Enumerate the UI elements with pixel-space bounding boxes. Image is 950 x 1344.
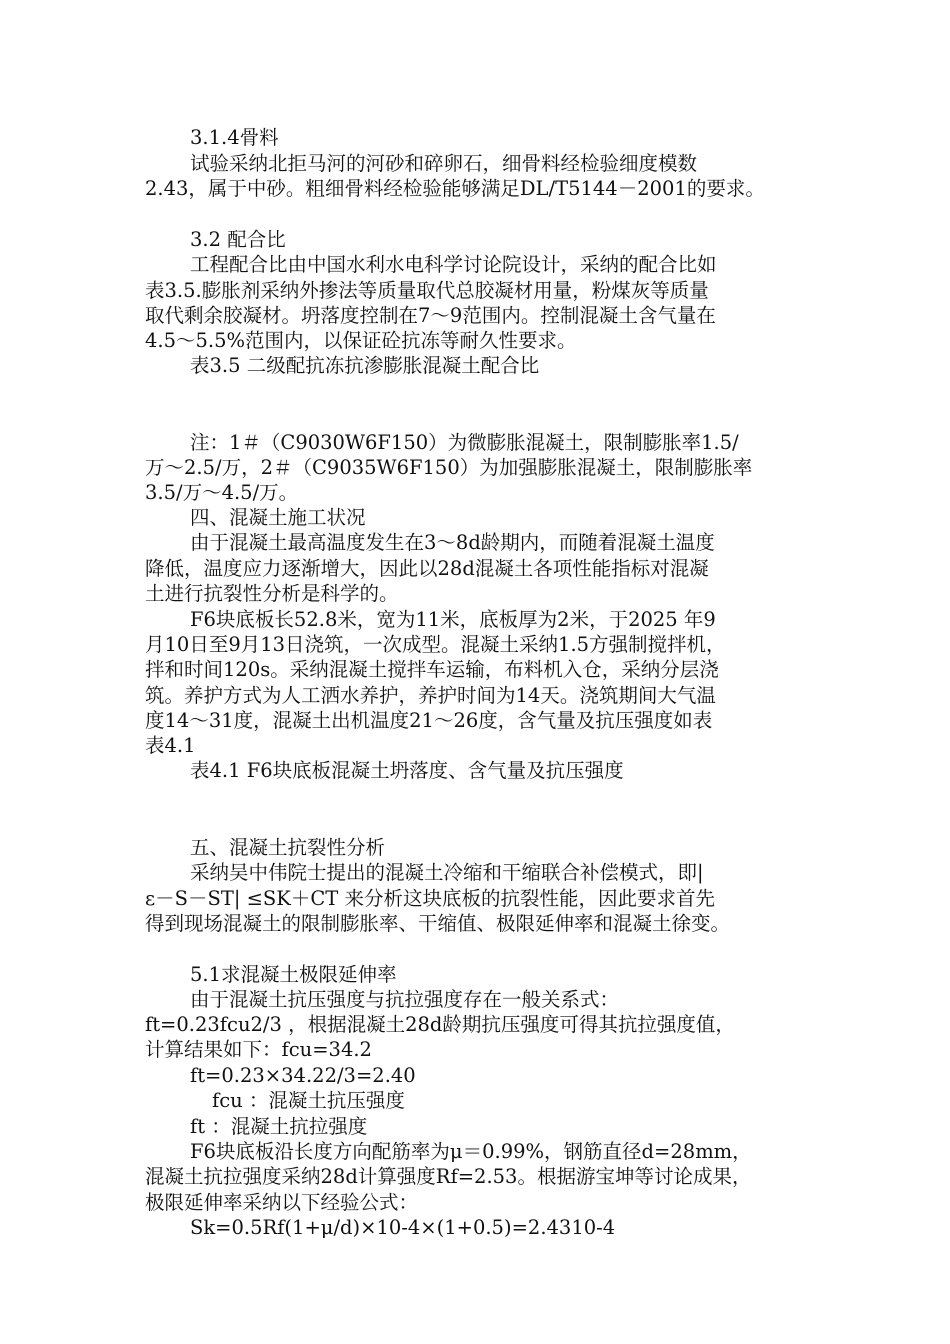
paragraph-line: 混凝土抗拉强度采纳28d计算强度Rf=2.53。根据游宝坤等讨论成果， (145, 1165, 752, 1188)
paragraph-line: 由于混凝土最高温度发生在3～8d龄期内，而随着混凝土温度 (190, 531, 715, 554)
paragraph-line: 月10日至9月13日浇筑，一次成型。混凝土采纳1.5方强制搅拌机， (145, 633, 726, 656)
table-caption: 表4.1 F6块底板混凝土坍落度、含气量及抗压强度 (190, 759, 624, 782)
paragraph-line: 土进行抗裂性分析是科学的。 (145, 582, 399, 605)
paragraph-line: 工程配合比由中国水利水电科学讨论院设计，采纳的配合比如 (190, 253, 717, 276)
paragraph-line: 表4.1 (145, 734, 196, 757)
section-heading: 四、混凝土施工状况 (190, 506, 366, 529)
paragraph-line: 筑。养护方式为人工洒水养护，养护时间为14天。浇筑期间大气温 (145, 684, 716, 707)
formula-line: Sk=0.5Rf(1+μ/d)×10-4×(1+0.5)=2.4310-4 (190, 1216, 616, 1239)
section-heading: 3.2 配合比 (190, 228, 286, 251)
paragraph-line: F6块底板长52.8米，宽为11米，底板厚为2米，于2025 年9 (190, 608, 716, 631)
paragraph-line: 得到现场混凝土的限制膨胀率、干缩值、极限延伸率和混凝土徐变。 (145, 912, 731, 935)
paragraph-line: ε－S－ST| ≤SK＋CT 来分析这块底板的抗裂性能，因此要求首先 (145, 887, 715, 910)
note-line: 注：1＃（C9030W6F150）为微膨胀混凝土，限制膨胀率1.5/ (190, 431, 739, 454)
paragraph-line: 表3.5.膨胀剂采纳外掺法等质量取代总胶凝材用量，粉煤灰等质量 (145, 279, 709, 302)
formula-legend: fcu ：混凝土抗压强度 (212, 1089, 405, 1112)
paragraph-line: 拌和时间120s。采纳混凝土搅拌车运输，布料机入仓，采纳分层浇 (145, 658, 719, 681)
paragraph-line: 极限延伸率采纳以下经验公式： (145, 1191, 419, 1214)
section-heading: 3.1.4骨料 (190, 126, 279, 149)
section-heading: 5.1求混凝土极限延伸率 (190, 963, 397, 986)
paragraph-line: 由于混凝土抗压强度与抗拉强度存在一般关系式： (190, 988, 620, 1011)
formula-legend: ft ：混凝土抗拉强度 (190, 1115, 368, 1138)
table-caption: 表3.5 二级配抗冻抗渗膨胀混凝土配合比 (190, 354, 540, 377)
note-line: 3.5/万～4.5/万。 (145, 481, 299, 504)
paragraph-line: 取代剩余胶凝材。坍落度控制在7～9范围内。控制混凝土含气量在 (145, 304, 716, 327)
paragraph-line: 度14～31度，混凝土出机温度21～26度，含气量及抗压强度如表 (145, 709, 713, 732)
paragraph-line: 试验采纳北拒马河的河砂和碎卵石，细骨料经检验细度模数 (190, 152, 698, 175)
note-line: 万～2.5/万，2＃（C9035W6F150）为加强膨胀混凝土，限制膨胀率 (145, 456, 753, 479)
paragraph-line: ft=0.23fcu2/3 ，根据混凝土28d龄期抗压强度可得其抗拉强度值， (145, 1013, 735, 1036)
paragraph-line: 计算结果如下：fcu=34.2 (145, 1038, 372, 1061)
paragraph-line: 4.5～5.5%范围内，以保证砼抗冻等耐久性要求。 (145, 329, 577, 352)
paragraph-line: 降低，温度应力逐渐增大，因此以28d混凝土各项性能指标对混凝 (145, 557, 709, 580)
section-heading: 五、混凝土抗裂性分析 (190, 836, 386, 859)
paragraph-line: F6块底板沿长度方向配筋率为μ＝0.99%，钢筋直径d=28mm， (190, 1140, 752, 1163)
paragraph-line: 采纳吴中伟院士提出的混凝土冷缩和干缩联合补偿模式，即| (190, 861, 704, 884)
paragraph-line: 2.43，属于中砂。粗细骨料经检验能够满足DL/T5144－2001的要求。 (145, 177, 765, 200)
formula-line: ft=0.23×34.22/3=2.40 (190, 1064, 416, 1087)
